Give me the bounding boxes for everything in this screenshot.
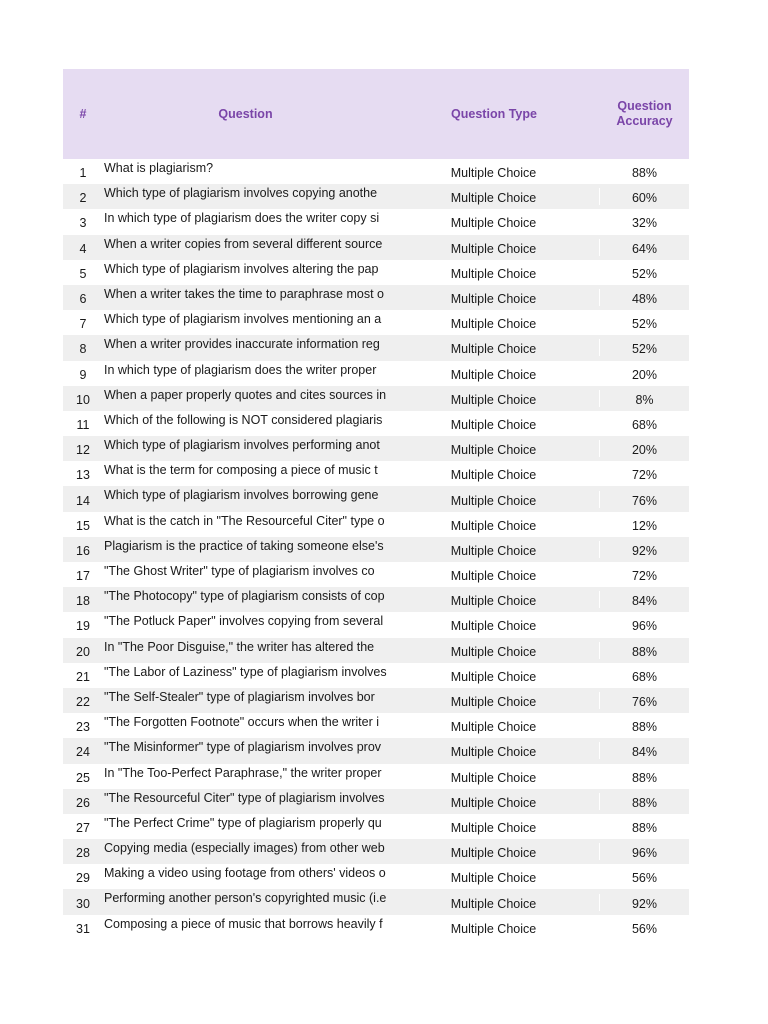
- row-question-type: Multiple Choice: [388, 919, 600, 936]
- row-question: Which type of plagiarism involves performing anot: [104, 438, 380, 453]
- table-row: [63, 537, 689, 562]
- row-accuracy: 88%: [631, 820, 658, 835]
- row-question-type: Multiple Choice: [388, 566, 600, 583]
- row-question: Which type of plagiarism involves borrowing gene: [104, 488, 379, 503]
- row-question-type: Multiple Choice: [388, 591, 600, 608]
- row-number: 3: [79, 216, 87, 231]
- row-accuracy: 52%: [631, 317, 658, 332]
- table-row: [63, 184, 689, 209]
- row-accuracy: 60%: [631, 191, 658, 206]
- row-accuracy: 68%: [631, 417, 658, 432]
- row-question-type: Multiple Choice: [388, 742, 600, 759]
- row-question: "The Labor of Laziness" type of plagiarism involves: [104, 664, 387, 679]
- row-number: 22: [76, 695, 90, 710]
- row-question: Which type of plagiarism involves copying anothe: [104, 186, 378, 201]
- row-question-type: Multiple Choice: [388, 793, 600, 810]
- row-number: 6: [79, 292, 87, 307]
- table-row: [63, 285, 689, 310]
- row-question-type: Multiple Choice: [388, 390, 600, 407]
- table-row: [63, 260, 689, 285]
- row-number: 4: [79, 241, 87, 256]
- table-row: [63, 335, 689, 360]
- row-number: 21: [76, 669, 90, 684]
- row-number: 20: [76, 644, 90, 659]
- row-accuracy: 84%: [631, 745, 658, 760]
- table-row: [63, 411, 689, 436]
- row-number: 10: [76, 392, 90, 407]
- row-number: 11: [76, 417, 90, 432]
- header-accuracy-line2: Accuracy: [616, 114, 673, 128]
- row-question-type: Multiple Choice: [388, 213, 600, 230]
- table-row: [63, 612, 689, 637]
- row-number: 8: [79, 342, 87, 357]
- row-number: 9: [79, 367, 87, 382]
- table-row: [63, 638, 689, 663]
- row-number: 27: [76, 820, 90, 835]
- row-accuracy: 20%: [631, 443, 658, 458]
- row-question-type: Multiple Choice: [388, 768, 600, 785]
- header-accuracy-line1: Question: [617, 99, 672, 113]
- row-number: 2: [79, 191, 87, 206]
- table-row: [63, 789, 689, 814]
- table-row: [63, 235, 689, 260]
- row-question: What is the term for composing a piece of music t: [104, 463, 378, 478]
- row-question-type: Multiple Choice: [388, 491, 600, 508]
- row-question: "The Self-Stealer" type of plagiarism involves bor: [104, 689, 375, 704]
- table-row: [63, 663, 689, 688]
- table-row: [63, 361, 689, 386]
- row-accuracy: 92%: [631, 543, 658, 558]
- table-row: [63, 310, 689, 335]
- row-question-type: Multiple Choice: [388, 616, 600, 633]
- row-number: 5: [79, 266, 87, 281]
- row-question: Which type of plagiarism involves mentioning an a: [104, 312, 382, 327]
- row-question: "The Ghost Writer" type of plagiarism involves co: [104, 564, 375, 578]
- row-accuracy: 88%: [631, 770, 658, 785]
- row-question: Composing a piece of music that borrows heavily f: [104, 916, 383, 931]
- row-number: 17: [76, 569, 90, 584]
- row-question-type: Multiple Choice: [388, 667, 600, 684]
- row-accuracy: 92%: [631, 896, 658, 911]
- row-number: 1: [79, 166, 87, 181]
- table-row: [63, 386, 689, 411]
- header-question: Question: [218, 107, 273, 121]
- table-row: [63, 436, 689, 461]
- row-number: 16: [76, 543, 90, 558]
- table-row: [63, 764, 689, 789]
- row-question-type: Multiple Choice: [388, 717, 600, 734]
- row-question: When a writer copies from several different source: [104, 236, 383, 251]
- table-row: [63, 587, 689, 612]
- table-row: [63, 713, 689, 738]
- table-row: [63, 864, 689, 889]
- row-number: 19: [76, 619, 90, 634]
- row-question-type: Multiple Choice: [388, 465, 600, 482]
- row-question: "The Photocopy" type of plagiarism consists of cop: [104, 589, 385, 604]
- row-question: Which type of plagiarism involves altering the pap: [104, 261, 379, 276]
- row-accuracy: 88%: [631, 720, 658, 735]
- row-accuracy: 76%: [631, 695, 658, 710]
- row-question: When a paper properly quotes and cites sources in: [104, 387, 387, 402]
- row-question-type: Multiple Choice: [388, 314, 600, 331]
- table-row: [63, 209, 689, 234]
- row-question-type: Multiple Choice: [388, 642, 600, 659]
- row-question: "The Potluck Paper" involves copying from several: [104, 614, 384, 629]
- table-row: [63, 814, 689, 839]
- table-row: [63, 839, 689, 864]
- row-question-type: Multiple Choice: [388, 868, 600, 885]
- row-question-type: Multiple Choice: [388, 692, 600, 709]
- row-question-type: Multiple Choice: [388, 541, 600, 558]
- row-question-type: Multiple Choice: [388, 516, 600, 533]
- row-accuracy: 52%: [631, 266, 658, 281]
- table-body: [63, 159, 689, 940]
- row-accuracy: 64%: [631, 241, 658, 256]
- row-question: Making a video using footage from others' videos o: [104, 866, 386, 881]
- row-question: Performing another person's copyrighted music (i.e: [104, 891, 387, 906]
- table-row: [63, 461, 689, 486]
- row-accuracy: 12%: [631, 518, 658, 533]
- row-question: Which of the following is NOT considered plagiaris: [104, 412, 383, 427]
- row-accuracy: 56%: [631, 921, 658, 936]
- row-question-type: Multiple Choice: [388, 339, 600, 356]
- row-accuracy: 72%: [631, 569, 658, 584]
- row-question: Plagiarism is the practice of taking someone else's: [104, 538, 384, 553]
- row-accuracy: 96%: [631, 619, 658, 634]
- row-question: When a writer takes the time to paraphrase most o: [104, 286, 384, 301]
- row-question-type: Multiple Choice: [388, 188, 600, 205]
- row-accuracy: 48%: [631, 292, 658, 307]
- row-accuracy: 32%: [631, 216, 658, 231]
- row-accuracy: 84%: [631, 594, 658, 609]
- header-question-accuracy: [600, 69, 689, 159]
- header-number: #: [79, 107, 87, 121]
- row-question: "The Forgotten Footnote" occurs when the writer i: [104, 715, 379, 730]
- table-header: [63, 69, 689, 159]
- row-question-type: Multiple Choice: [388, 843, 600, 860]
- row-number: 28: [76, 846, 90, 861]
- row-number: 18: [76, 594, 90, 609]
- row-number: 12: [76, 443, 90, 458]
- row-question: "The Perfect Crime" type of plagiarism properly qu: [104, 815, 382, 830]
- row-question: In which type of plagiarism does the writer proper: [104, 362, 377, 377]
- row-question: "The Misinformer" type of plagiarism involves prov: [104, 740, 382, 755]
- row-question: "The Resourceful Citer" type of plagiarism involves: [104, 790, 385, 805]
- row-accuracy: 20%: [631, 367, 658, 382]
- row-question-type: Multiple Choice: [388, 264, 600, 281]
- table-row: [63, 486, 689, 511]
- row-question-type: Multiple Choice: [388, 818, 600, 835]
- row-accuracy: 68%: [631, 669, 658, 684]
- row-accuracy: 96%: [631, 846, 658, 861]
- row-question-type: Multiple Choice: [388, 894, 600, 911]
- header-question-type: Question Type: [451, 107, 537, 121]
- row-accuracy: 76%: [631, 493, 658, 508]
- row-question: What is plagiarism?: [104, 161, 214, 175]
- row-question-type: Multiple Choice: [388, 289, 600, 306]
- row-accuracy: 52%: [631, 342, 658, 357]
- row-accuracy: 56%: [631, 871, 658, 886]
- row-number: 25: [76, 770, 90, 785]
- table-row: [63, 562, 689, 587]
- table-row: [63, 688, 689, 713]
- row-number: 26: [76, 795, 90, 810]
- row-question-type: Multiple Choice: [388, 163, 600, 180]
- question-table: [63, 69, 689, 940]
- row-number: 13: [76, 468, 90, 483]
- row-accuracy: 72%: [631, 468, 658, 483]
- row-number: 15: [76, 518, 90, 533]
- table-row: [63, 738, 689, 763]
- row-question: In which type of plagiarism does the writer copy si: [104, 211, 380, 226]
- table-row: [63, 159, 689, 184]
- row-number: 31: [76, 921, 90, 936]
- table-row: [63, 889, 689, 914]
- row-question-type: Multiple Choice: [388, 239, 600, 256]
- row-number: 23: [76, 720, 90, 735]
- row-number: 24: [76, 745, 90, 760]
- row-number: 30: [76, 896, 90, 911]
- row-question-type: Multiple Choice: [388, 365, 600, 382]
- row-accuracy: 88%: [631, 795, 658, 810]
- row-question: In "The Poor Disguise," the writer has altered the: [104, 639, 375, 654]
- row-question: In "The Too-Perfect Paraphrase," the writer proper: [104, 765, 382, 780]
- row-question: Copying media (especially images) from other web: [104, 841, 385, 856]
- row-question-type: Multiple Choice: [388, 440, 600, 457]
- table-row: [63, 512, 689, 537]
- row-number: 7: [79, 317, 87, 332]
- row-question-type: Multiple Choice: [388, 415, 600, 432]
- row-number: 29: [76, 871, 90, 886]
- row-accuracy: 8%: [635, 392, 654, 407]
- row-accuracy: 88%: [631, 166, 658, 181]
- row-number: 14: [76, 493, 90, 508]
- table-row: [63, 915, 689, 940]
- row-accuracy: 88%: [631, 644, 658, 659]
- row-question: When a writer provides inaccurate information reg: [104, 337, 380, 352]
- row-question: What is the catch in "The Resourceful Citer" type o: [104, 513, 385, 528]
